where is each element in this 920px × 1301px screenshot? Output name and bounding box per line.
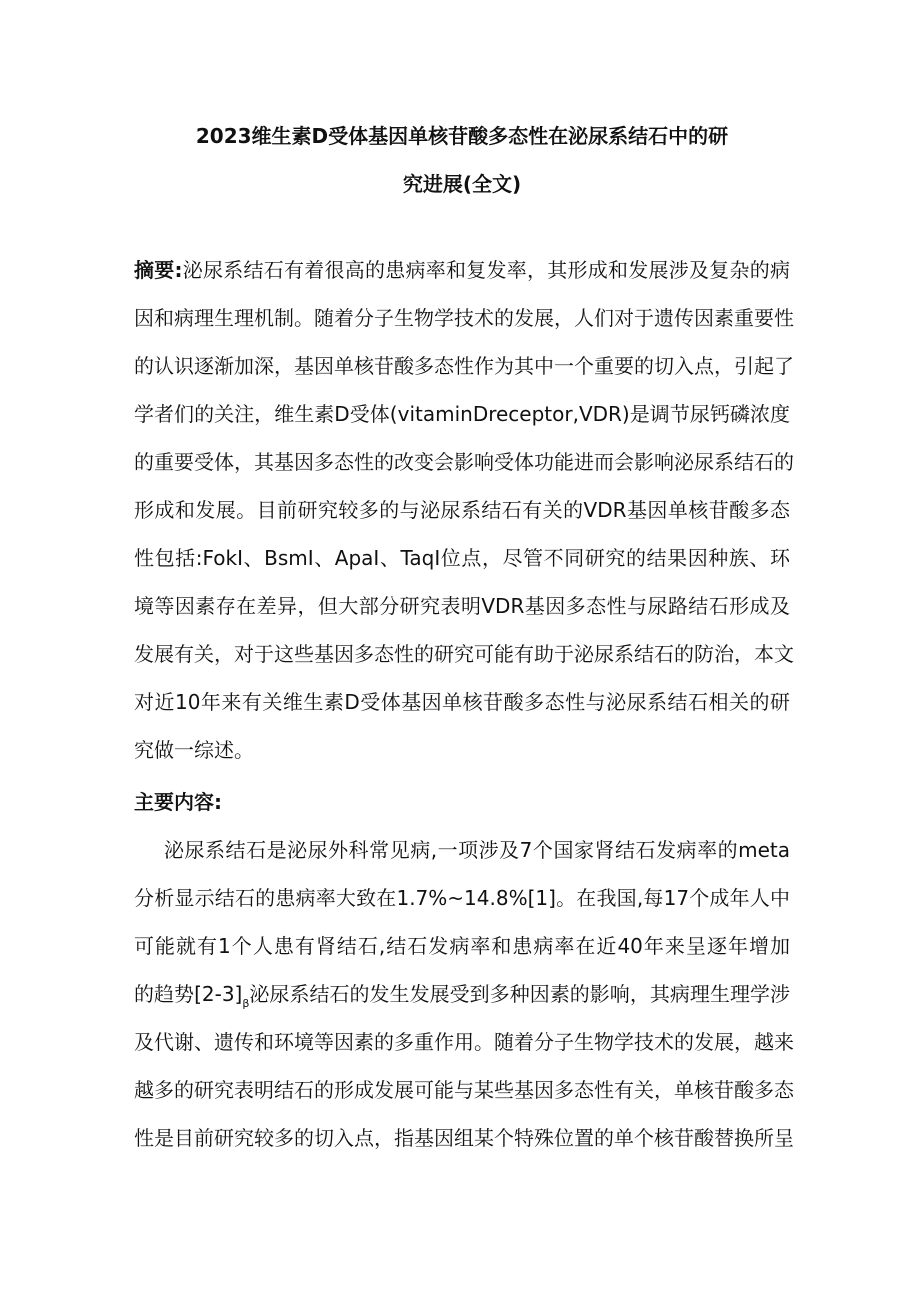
body-line-6: 越多的研究表明结石的形成发展可能与某些基因多态性有关，单核苷酸多态 <box>134 1078 794 1102</box>
body-line-2: 分析显示结石的患病率大致在1.7%~14.8%[1]。在我国,每17个成年人中 <box>134 886 790 910</box>
abstract-text: 泌尿系结石有着很高的患病率和复发率，其形成和发展涉及复杂的病 <box>182 258 790 282</box>
citation-text: 的趋势[2-3] <box>134 982 243 1006</box>
section-heading: 主要内容: <box>134 790 222 814</box>
abstract-line-5: 的重要受体，其基因多态性的改变会影响受体功能进而会影响泌尿系结石的 <box>134 450 794 474</box>
subscript-mark: β <box>242 997 250 1010</box>
document-title-line-1: 2023维生素D受体基因单核苷酸多态性在泌尿系结石中的研 <box>195 124 729 148</box>
body-line-1: 泌尿系结石是泌尿外科常见病,一项涉及7个国家肾结石发病率的meta <box>164 838 790 862</box>
abstract-line-9: 发展有关，对于这些基因多态性的研究可能有助于泌尿系结石的防治，本文 <box>134 642 794 666</box>
abstract-line-4: 学者们的关注，维生素D受体(vitaminDreceptor,VDR)是调节尿钙磷浓度 <box>134 402 790 426</box>
document-title-line-2: 究进展(全文) <box>402 172 522 196</box>
abstract-line-10: 对近10年来有关维生素D受体基因单核苷酸多态性与泌尿系结石相关的研 <box>134 690 790 714</box>
body-line-7: 性是目前研究较多的切入点，指基因组某个特殊位置的单个核苷酸替换所呈 <box>134 1126 794 1150</box>
abstract-line-1 <box>134 256 790 284</box>
abstract-line-3: 的认识逐渐加深，基因单核苷酸多态性作为其中一个重要的切入点，引起了 <box>134 354 794 378</box>
abstract-line-7: 性包括:FokI、BsmI、ApaI、TaqI位点，尽管不同研究的结果因种族、环 <box>134 546 790 570</box>
abstract-line-8: 境等因素存在差异，但大部分研究表明VDR基因多态性与尿路结石形成及 <box>134 594 790 618</box>
body-line-5: 及代谢、遗传和环境等因素的多重作用。随着分子生物学技术的发展，越来 <box>134 1030 794 1054</box>
abstract-line-11: 究做一综述。 <box>134 738 254 762</box>
body-line-4-text: 泌尿系结石的发生发展受到多种因素的影响，其病理生理学涉 <box>249 982 790 1006</box>
body-line-4 <box>134 980 790 1018</box>
abstract-line-2: 因和病理生理机制。随着分子生物学技术的发展，人们对于遗传因素重要性 <box>134 306 794 330</box>
abstract-label: 摘要: <box>134 258 183 282</box>
body-line-3: 可能就有1个人患有肾结石,结石发病率和患病率在近40年来呈逐年增加 <box>134 934 790 958</box>
abstract-line-6: 形成和发展。目前研究较多的与泌尿系结石有关的VDR基因单核苷酸多态 <box>134 498 790 522</box>
